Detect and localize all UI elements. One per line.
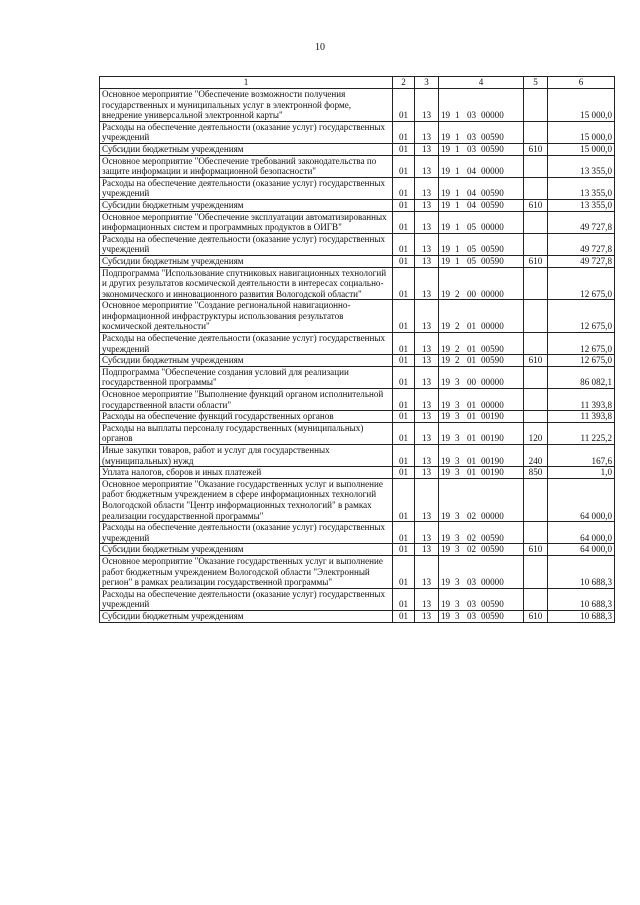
target-article-part: 3 [455, 455, 460, 466]
row-target-article [439, 445, 524, 467]
row-section: 01 [393, 522, 415, 544]
row-name: Расходы на обеспечение деятельности (оказание услуг) государственных учреждений [100, 522, 393, 544]
row-section: 01 [393, 411, 415, 423]
row-amount: 64 000,0 [548, 478, 615, 521]
row-subsection: 13 [415, 555, 439, 588]
target-article-part: 00000 [481, 377, 504, 388]
row-subsection: 13 [415, 155, 439, 177]
target-article-part: 19 [441, 455, 451, 466]
target-article-part: 04 [467, 166, 477, 177]
target-article-part: 19 [441, 132, 451, 143]
target-article-part: 19 [441, 355, 451, 366]
table-row [100, 177, 615, 199]
target-article-part: 01 [467, 321, 477, 332]
target-article-part: 00000 [481, 110, 504, 121]
table-row [100, 610, 615, 622]
row-name: Расходы на обеспечение деятельности (оказание услуг) государственных учреждений [100, 333, 393, 355]
row-section: 01 [393, 255, 415, 267]
target-article-part: 1 [455, 255, 460, 266]
target-article-part: 19 [441, 222, 451, 233]
row-expense-type: 610 [524, 199, 548, 211]
row-section: 01 [393, 610, 415, 622]
row-target-article [439, 177, 524, 199]
row-section: 01 [393, 233, 415, 255]
target-article-part: 00590 [481, 343, 504, 354]
row-section: 01 [393, 300, 415, 333]
target-article-part: 00190 [481, 467, 504, 478]
row-name: Иные закупки товаров, работ и услуг для государственных (муниципальных) нужд [100, 445, 393, 467]
row-target-article [439, 389, 524, 411]
table-row [100, 422, 615, 444]
row-expense-type [524, 389, 548, 411]
target-article-part: 00590 [481, 143, 504, 154]
row-amount: 13 355,0 [548, 155, 615, 177]
row-expense-type: 120 [524, 422, 548, 444]
column-header: 6 [548, 77, 615, 89]
row-name: Уплата налогов, сборов и иных платежей [100, 467, 393, 479]
row-expense-type: 610 [524, 255, 548, 267]
row-expense-type: 610 [524, 544, 548, 556]
target-article-part: 00590 [481, 355, 504, 366]
row-subsection: 13 [415, 199, 439, 211]
row-section: 01 [393, 333, 415, 355]
target-article-part: 1 [455, 143, 460, 154]
row-subsection: 13 [415, 300, 439, 333]
row-target-article [439, 267, 524, 300]
table-row [100, 555, 615, 588]
row-amount: 15 000,0 [548, 89, 615, 122]
row-name: Расходы на обеспечение деятельности (оказание услуг) государственных учреждений [100, 121, 393, 143]
row-subsection: 13 [415, 267, 439, 300]
target-article-part: 00000 [481, 399, 504, 410]
table-row [100, 199, 615, 211]
row-subsection: 13 [415, 445, 439, 467]
row-expense-type [524, 366, 548, 388]
target-article-part: 00000 [481, 577, 504, 588]
target-article-part: 00000 [481, 166, 504, 177]
row-subsection: 13 [415, 121, 439, 143]
row-name: Субсидии бюджетным учреждениям [100, 255, 393, 267]
target-article-part: 19 [441, 532, 451, 543]
row-target-article [439, 422, 524, 444]
column-header: 3 [415, 77, 439, 89]
row-target-article [439, 467, 524, 479]
row-subsection: 13 [415, 355, 439, 367]
target-article-part: 02 [467, 510, 477, 521]
target-article-part: 1 [455, 132, 460, 143]
target-article-part: 19 [441, 411, 451, 422]
target-article-part: 19 [441, 577, 451, 588]
target-article-part: 2 [455, 288, 460, 299]
row-amount: 167,6 [548, 445, 615, 467]
target-article-part: 00 [467, 377, 477, 388]
row-amount: 49 727,8 [548, 255, 615, 267]
target-article-part: 2 [455, 321, 460, 332]
row-section: 01 [393, 211, 415, 233]
row-name: Основное мероприятие "Обеспечение возможности получения государственных и муниципальных услуг в электронной форме, внедрение универсальной электронной карты" [100, 89, 393, 122]
target-article-part: 01 [467, 343, 477, 354]
header-row [100, 77, 615, 89]
table-row [100, 411, 615, 423]
target-article-part: 00000 [481, 321, 504, 332]
target-article-part: 1 [455, 188, 460, 199]
target-article-part: 19 [441, 343, 451, 354]
row-amount: 10 688,3 [548, 555, 615, 588]
row-subsection: 13 [415, 422, 439, 444]
target-article-part: 00000 [481, 222, 504, 233]
table-row [100, 267, 615, 300]
row-section: 01 [393, 389, 415, 411]
row-subsection: 13 [415, 89, 439, 122]
target-article-part: 19 [441, 166, 451, 177]
target-article-part: 00000 [481, 288, 504, 299]
target-article-part: 1 [455, 244, 460, 255]
target-article-part: 3 [455, 544, 460, 555]
target-article-part: 00590 [481, 255, 504, 266]
row-amount: 10 688,3 [548, 610, 615, 622]
column-header: 2 [393, 77, 415, 89]
row-amount: 12 675,0 [548, 267, 615, 300]
row-amount: 86 082,1 [548, 366, 615, 388]
target-article-part: 01 [467, 399, 477, 410]
row-expense-type: 610 [524, 610, 548, 622]
row-target-article [439, 478, 524, 521]
row-target-article [439, 366, 524, 388]
row-amount: 10 688,3 [548, 588, 615, 610]
target-article-part: 19 [441, 510, 451, 521]
target-article-part: 3 [455, 399, 460, 410]
target-article-part: 3 [455, 510, 460, 521]
row-expense-type: 850 [524, 467, 548, 479]
row-subsection: 13 [415, 411, 439, 423]
target-article-part: 1 [455, 222, 460, 233]
row-target-article [439, 300, 524, 333]
target-article-part: 19 [441, 321, 451, 332]
row-expense-type [524, 333, 548, 355]
budget-table [99, 76, 615, 623]
target-article-part: 04 [467, 188, 477, 199]
row-name: Основное мероприятие "Обеспечение требований законодательства по защите информации и информационной безопасности" [100, 155, 393, 177]
target-article-part: 3 [455, 577, 460, 588]
table-row [100, 333, 615, 355]
page-number: 10 [315, 42, 325, 53]
row-subsection: 13 [415, 255, 439, 267]
row-section: 01 [393, 555, 415, 588]
row-amount: 13 355,0 [548, 199, 615, 211]
target-article-part: 03 [467, 599, 477, 610]
target-article-part: 00590 [481, 132, 504, 143]
row-amount: 1,0 [548, 467, 615, 479]
row-amount: 11 225,2 [548, 422, 615, 444]
table-row [100, 588, 615, 610]
row-expense-type [524, 267, 548, 300]
column-header: 5 [524, 77, 548, 89]
target-article-part: 00590 [481, 599, 504, 610]
table-row [100, 89, 615, 122]
row-section: 01 [393, 199, 415, 211]
table-row [100, 211, 615, 233]
row-section: 01 [393, 544, 415, 556]
row-name: Расходы на обеспечение деятельности (оказание услуг) государственных учреждений [100, 233, 393, 255]
row-section: 01 [393, 422, 415, 444]
row-name: Расходы на обеспечение функций государственных органов [100, 411, 393, 423]
table-row [100, 300, 615, 333]
row-name: Основное мероприятие "Обеспечение эксплуатации автоматизированных информационных систем и программных продуктов в ОИГВ" [100, 211, 393, 233]
row-amount: 12 675,0 [548, 300, 615, 333]
row-name: Расходы на обеспечение деятельности (оказание услуг) государственных учреждений [100, 177, 393, 199]
row-amount: 11 393,8 [548, 389, 615, 411]
row-name: Субсидии бюджетным учреждениям [100, 143, 393, 155]
row-target-article [439, 544, 524, 556]
target-article-part: 00590 [481, 244, 504, 255]
target-article-part: 04 [467, 199, 477, 210]
target-article-part: 19 [441, 255, 451, 266]
row-amount: 49 727,8 [548, 233, 615, 255]
row-target-article [439, 522, 524, 544]
row-subsection: 13 [415, 177, 439, 199]
row-subsection: 13 [415, 610, 439, 622]
row-expense-type [524, 89, 548, 122]
table-body [100, 89, 615, 623]
table-row [100, 445, 615, 467]
row-amount: 13 355,0 [548, 177, 615, 199]
row-name: Основное мероприятие "Выполнение функций органом исполнительной государственной власти области" [100, 389, 393, 411]
target-article-part: 03 [467, 577, 477, 588]
row-expense-type: 610 [524, 143, 548, 155]
row-expense-type [524, 121, 548, 143]
target-article-part: 19 [441, 433, 451, 444]
target-article-part: 1 [455, 110, 460, 121]
row-expense-type [524, 478, 548, 521]
row-expense-type [524, 555, 548, 588]
row-name: Основное мероприятие "Создание региональной навигационно-информационной инфраструктуры использования результатов космической деятельности" [100, 300, 393, 333]
row-subsection: 13 [415, 366, 439, 388]
row-name: Расходы на выплаты персоналу государственных (муниципальных) органов [100, 422, 393, 444]
row-target-article [439, 211, 524, 233]
target-article-part: 19 [441, 110, 451, 121]
target-article-part: 19 [441, 610, 451, 621]
table-row [100, 233, 615, 255]
row-name: Субсидии бюджетным учреждениям [100, 610, 393, 622]
row-target-article [439, 610, 524, 622]
row-target-article [439, 233, 524, 255]
target-article-part: 19 [441, 199, 451, 210]
row-section: 01 [393, 478, 415, 521]
row-section: 01 [393, 143, 415, 155]
row-subsection: 13 [415, 143, 439, 155]
target-article-part: 05 [467, 244, 477, 255]
target-article-part: 3 [455, 411, 460, 422]
row-section: 01 [393, 467, 415, 479]
row-subsection: 13 [415, 478, 439, 521]
row-subsection: 13 [415, 588, 439, 610]
row-target-article [439, 588, 524, 610]
table-row [100, 478, 615, 521]
table-row [100, 155, 615, 177]
target-article-part: 01 [467, 467, 477, 478]
target-article-part: 3 [455, 377, 460, 388]
row-name: Подпрограмма "Использование спутниковых навигационных технологий и других результатов космической деятельности в интересах социально-экономического и инновационного развития Вологодской области" [100, 267, 393, 300]
target-article-part: 00190 [481, 411, 504, 422]
row-expense-type [524, 522, 548, 544]
row-expense-type: 240 [524, 445, 548, 467]
target-article-part: 19 [441, 288, 451, 299]
target-article-part: 3 [455, 610, 460, 621]
row-name: Основное мероприятие "Оказание государственных услуг и выполнение работ бюджетным учреждением в сфере информационных технологий Вологодской области "Центр информационных технологий" в рамках реализации государственной программы" [100, 478, 393, 521]
table-header [100, 77, 615, 89]
row-section: 01 [393, 267, 415, 300]
target-article-part: 01 [467, 355, 477, 366]
target-article-part: 03 [467, 610, 477, 621]
row-name: Субсидии бюджетным учреждениям [100, 544, 393, 556]
table-row [100, 544, 615, 556]
row-target-article [439, 411, 524, 423]
row-section: 01 [393, 366, 415, 388]
target-article-part: 19 [441, 244, 451, 255]
row-name: Расходы на обеспечение деятельности (оказание услуг) государственных учреждений [100, 588, 393, 610]
row-amount: 15 000,0 [548, 121, 615, 143]
target-article-part: 1 [455, 199, 460, 210]
row-amount: 64 000,0 [548, 522, 615, 544]
row-expense-type [524, 211, 548, 233]
row-amount: 12 675,0 [548, 333, 615, 355]
row-target-article [439, 155, 524, 177]
table-row [100, 255, 615, 267]
target-article-part: 3 [455, 532, 460, 543]
table-row [100, 355, 615, 367]
target-article-part: 2 [455, 343, 460, 354]
row-name: Подпрограмма "Обеспечение создания условий для реализации государственной программы" [100, 366, 393, 388]
row-target-article [439, 89, 524, 122]
row-amount: 15 000,0 [548, 143, 615, 155]
row-section: 01 [393, 588, 415, 610]
table-row [100, 389, 615, 411]
row-expense-type: 610 [524, 355, 548, 367]
target-article-part: 19 [441, 544, 451, 555]
target-article-part: 00 [467, 288, 477, 299]
column-header: 1 [100, 77, 393, 89]
target-article-part: 03 [467, 110, 477, 121]
target-article-part: 3 [455, 433, 460, 444]
target-article-part: 01 [467, 433, 477, 444]
row-amount: 49 727,8 [548, 211, 615, 233]
row-expense-type [524, 300, 548, 333]
target-article-part: 00590 [481, 610, 504, 621]
target-article-part: 19 [441, 377, 451, 388]
row-section: 01 [393, 89, 415, 122]
target-article-part: 00590 [481, 532, 504, 543]
row-subsection: 13 [415, 211, 439, 233]
row-target-article [439, 255, 524, 267]
target-article-part: 19 [441, 467, 451, 478]
row-subsection: 13 [415, 389, 439, 411]
target-article-part: 00590 [481, 199, 504, 210]
target-article-part: 2 [455, 355, 460, 366]
row-subsection: 13 [415, 233, 439, 255]
target-article-part: 03 [467, 132, 477, 143]
row-target-article [439, 199, 524, 211]
row-subsection: 13 [415, 522, 439, 544]
row-expense-type [524, 155, 548, 177]
row-subsection: 13 [415, 467, 439, 479]
table-row [100, 366, 615, 388]
row-target-article [439, 121, 524, 143]
row-amount: 12 675,0 [548, 355, 615, 367]
row-section: 01 [393, 445, 415, 467]
target-article-part: 05 [467, 222, 477, 233]
target-article-part: 00190 [481, 455, 504, 466]
target-article-part: 03 [467, 143, 477, 154]
row-target-article [439, 143, 524, 155]
target-article-part: 3 [455, 467, 460, 478]
target-article-part: 19 [441, 599, 451, 610]
row-amount: 11 393,8 [548, 411, 615, 423]
row-subsection: 13 [415, 544, 439, 556]
row-expense-type [524, 411, 548, 423]
row-expense-type [524, 588, 548, 610]
row-expense-type [524, 233, 548, 255]
table-row [100, 143, 615, 155]
table-row [100, 467, 615, 479]
row-section: 01 [393, 155, 415, 177]
row-name: Субсидии бюджетным учреждениям [100, 199, 393, 211]
row-expense-type [524, 177, 548, 199]
row-target-article [439, 333, 524, 355]
row-name: Субсидии бюджетным учреждениям [100, 355, 393, 367]
row-section: 01 [393, 177, 415, 199]
target-article-part: 1 [455, 166, 460, 177]
target-article-part: 00590 [481, 188, 504, 199]
target-article-part: 19 [441, 399, 451, 410]
target-article-part: 02 [467, 532, 477, 543]
table-row [100, 121, 615, 143]
row-target-article [439, 355, 524, 367]
target-article-part: 01 [467, 411, 477, 422]
row-amount: 64 000,0 [548, 544, 615, 556]
row-target-article [439, 555, 524, 588]
row-section: 01 [393, 121, 415, 143]
target-article-part: 19 [441, 188, 451, 199]
target-article-part: 05 [467, 255, 477, 266]
column-header: 4 [439, 77, 524, 89]
target-article-part: 00190 [481, 433, 504, 444]
target-article-part: 00590 [481, 544, 504, 555]
row-section: 01 [393, 355, 415, 367]
row-name: Основное мероприятие "Оказание государственных услуг и выполнение работ бюджетным учреждением Вологодской области "Электронный регион" в рамках реализации государственной программы" [100, 555, 393, 588]
target-article-part: 02 [467, 544, 477, 555]
table-row [100, 522, 615, 544]
target-article-part: 3 [455, 599, 460, 610]
row-subsection: 13 [415, 333, 439, 355]
target-article-part: 00000 [481, 510, 504, 521]
target-article-part: 19 [441, 143, 451, 154]
target-article-part: 01 [467, 455, 477, 466]
